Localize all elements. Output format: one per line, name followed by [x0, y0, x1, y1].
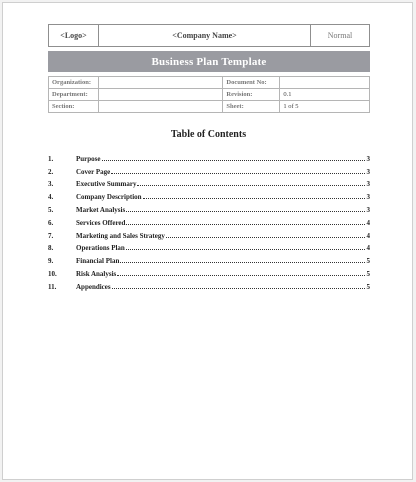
toc-text: Financial Plan	[76, 257, 120, 266]
toc-entry[interactable]	[48, 265, 370, 278]
toc-text: Operations Plan	[76, 244, 125, 253]
toc-entry[interactable]	[48, 176, 370, 189]
toc-entry[interactable]	[48, 240, 370, 253]
toc-page: 3	[366, 167, 370, 176]
toc-leader	[126, 224, 365, 225]
toc-leader	[137, 185, 365, 186]
revision-label: Revision:	[223, 89, 280, 101]
toc-leader	[117, 275, 365, 276]
toc-number: 8.	[48, 244, 54, 253]
document-page	[2, 2, 413, 480]
section-value	[98, 101, 222, 113]
toc-text: Market Analysis	[76, 205, 126, 214]
toc-number: 11.	[48, 282, 57, 291]
company-name: <Company Name>	[99, 25, 311, 46]
info-row	[49, 101, 370, 113]
toc-leader	[126, 249, 365, 250]
toc-page: 3	[366, 154, 370, 163]
document-header	[48, 24, 370, 47]
toc-entry[interactable]	[48, 214, 370, 227]
toc-number: 9.	[48, 257, 54, 266]
toc-leader	[126, 211, 365, 212]
toc-leader	[102, 160, 366, 161]
toc-page: 5	[366, 282, 370, 291]
sheet-label: Sheet:	[223, 101, 280, 113]
organization-label: Organization:	[49, 77, 99, 89]
toc-number: 2.	[48, 167, 54, 176]
toc-leader	[166, 237, 365, 238]
toc-text: Risk Analysis	[76, 269, 117, 278]
toc-page: 3	[366, 205, 370, 214]
toc-page: 5	[366, 269, 370, 278]
toc-leader	[143, 198, 365, 199]
toc-number: 3.	[48, 180, 54, 189]
toc-number: 1.	[48, 154, 54, 163]
toc-entry[interactable]	[48, 252, 370, 265]
table-of-contents	[48, 150, 370, 291]
revision-value: 0.1	[280, 89, 370, 101]
toc-entry[interactable]	[48, 278, 370, 291]
info-row	[49, 77, 370, 89]
toc-entry[interactable]	[48, 150, 370, 163]
document-no-value	[280, 77, 370, 89]
toc-text: Purpose	[76, 154, 101, 163]
toc-text: Appendices	[76, 282, 111, 291]
document-no-label: Document No:	[223, 77, 280, 89]
info-row	[49, 89, 370, 101]
toc-page: 4	[366, 244, 370, 253]
toc-page: 4	[366, 231, 370, 240]
toc-page: 5	[366, 257, 370, 266]
toc-text: Marketing and Sales Strategy	[76, 231, 165, 240]
toc-entry[interactable]	[48, 163, 370, 176]
toc-page: 3	[366, 180, 370, 189]
organization-value	[98, 77, 222, 89]
toc-entry[interactable]	[48, 227, 370, 240]
section-label: Section:	[49, 101, 99, 113]
toc-text: Executive Summary	[76, 180, 137, 189]
logo-placeholder: <Logo>	[49, 25, 99, 46]
toc-heading: Table of Contents	[170, 129, 247, 140]
toc-number: 4.	[48, 193, 54, 202]
toc-number: 6.	[48, 218, 54, 227]
toc-text: Services Offered	[76, 218, 126, 227]
toc-page: 3	[366, 193, 370, 202]
document-status: Normal	[327, 31, 353, 40]
toc-number: 7.	[48, 231, 54, 240]
toc-leader	[120, 262, 365, 263]
toc-text: Cover Page	[76, 167, 111, 176]
toc-leader	[112, 288, 365, 289]
toc-text: Company Description	[76, 193, 142, 202]
department-value	[98, 89, 222, 101]
toc-leader	[111, 173, 365, 174]
toc-number: 5.	[48, 205, 54, 214]
department-label: Department:	[49, 89, 99, 101]
document-info-table	[48, 76, 370, 113]
toc-page: 4	[366, 218, 370, 227]
toc-entry[interactable]	[48, 201, 370, 214]
toc-entry[interactable]	[48, 188, 370, 201]
document-title: Business Plan Template	[48, 51, 370, 72]
toc-number: 10.	[48, 269, 57, 278]
sheet-value: 1 of 5	[280, 101, 370, 113]
